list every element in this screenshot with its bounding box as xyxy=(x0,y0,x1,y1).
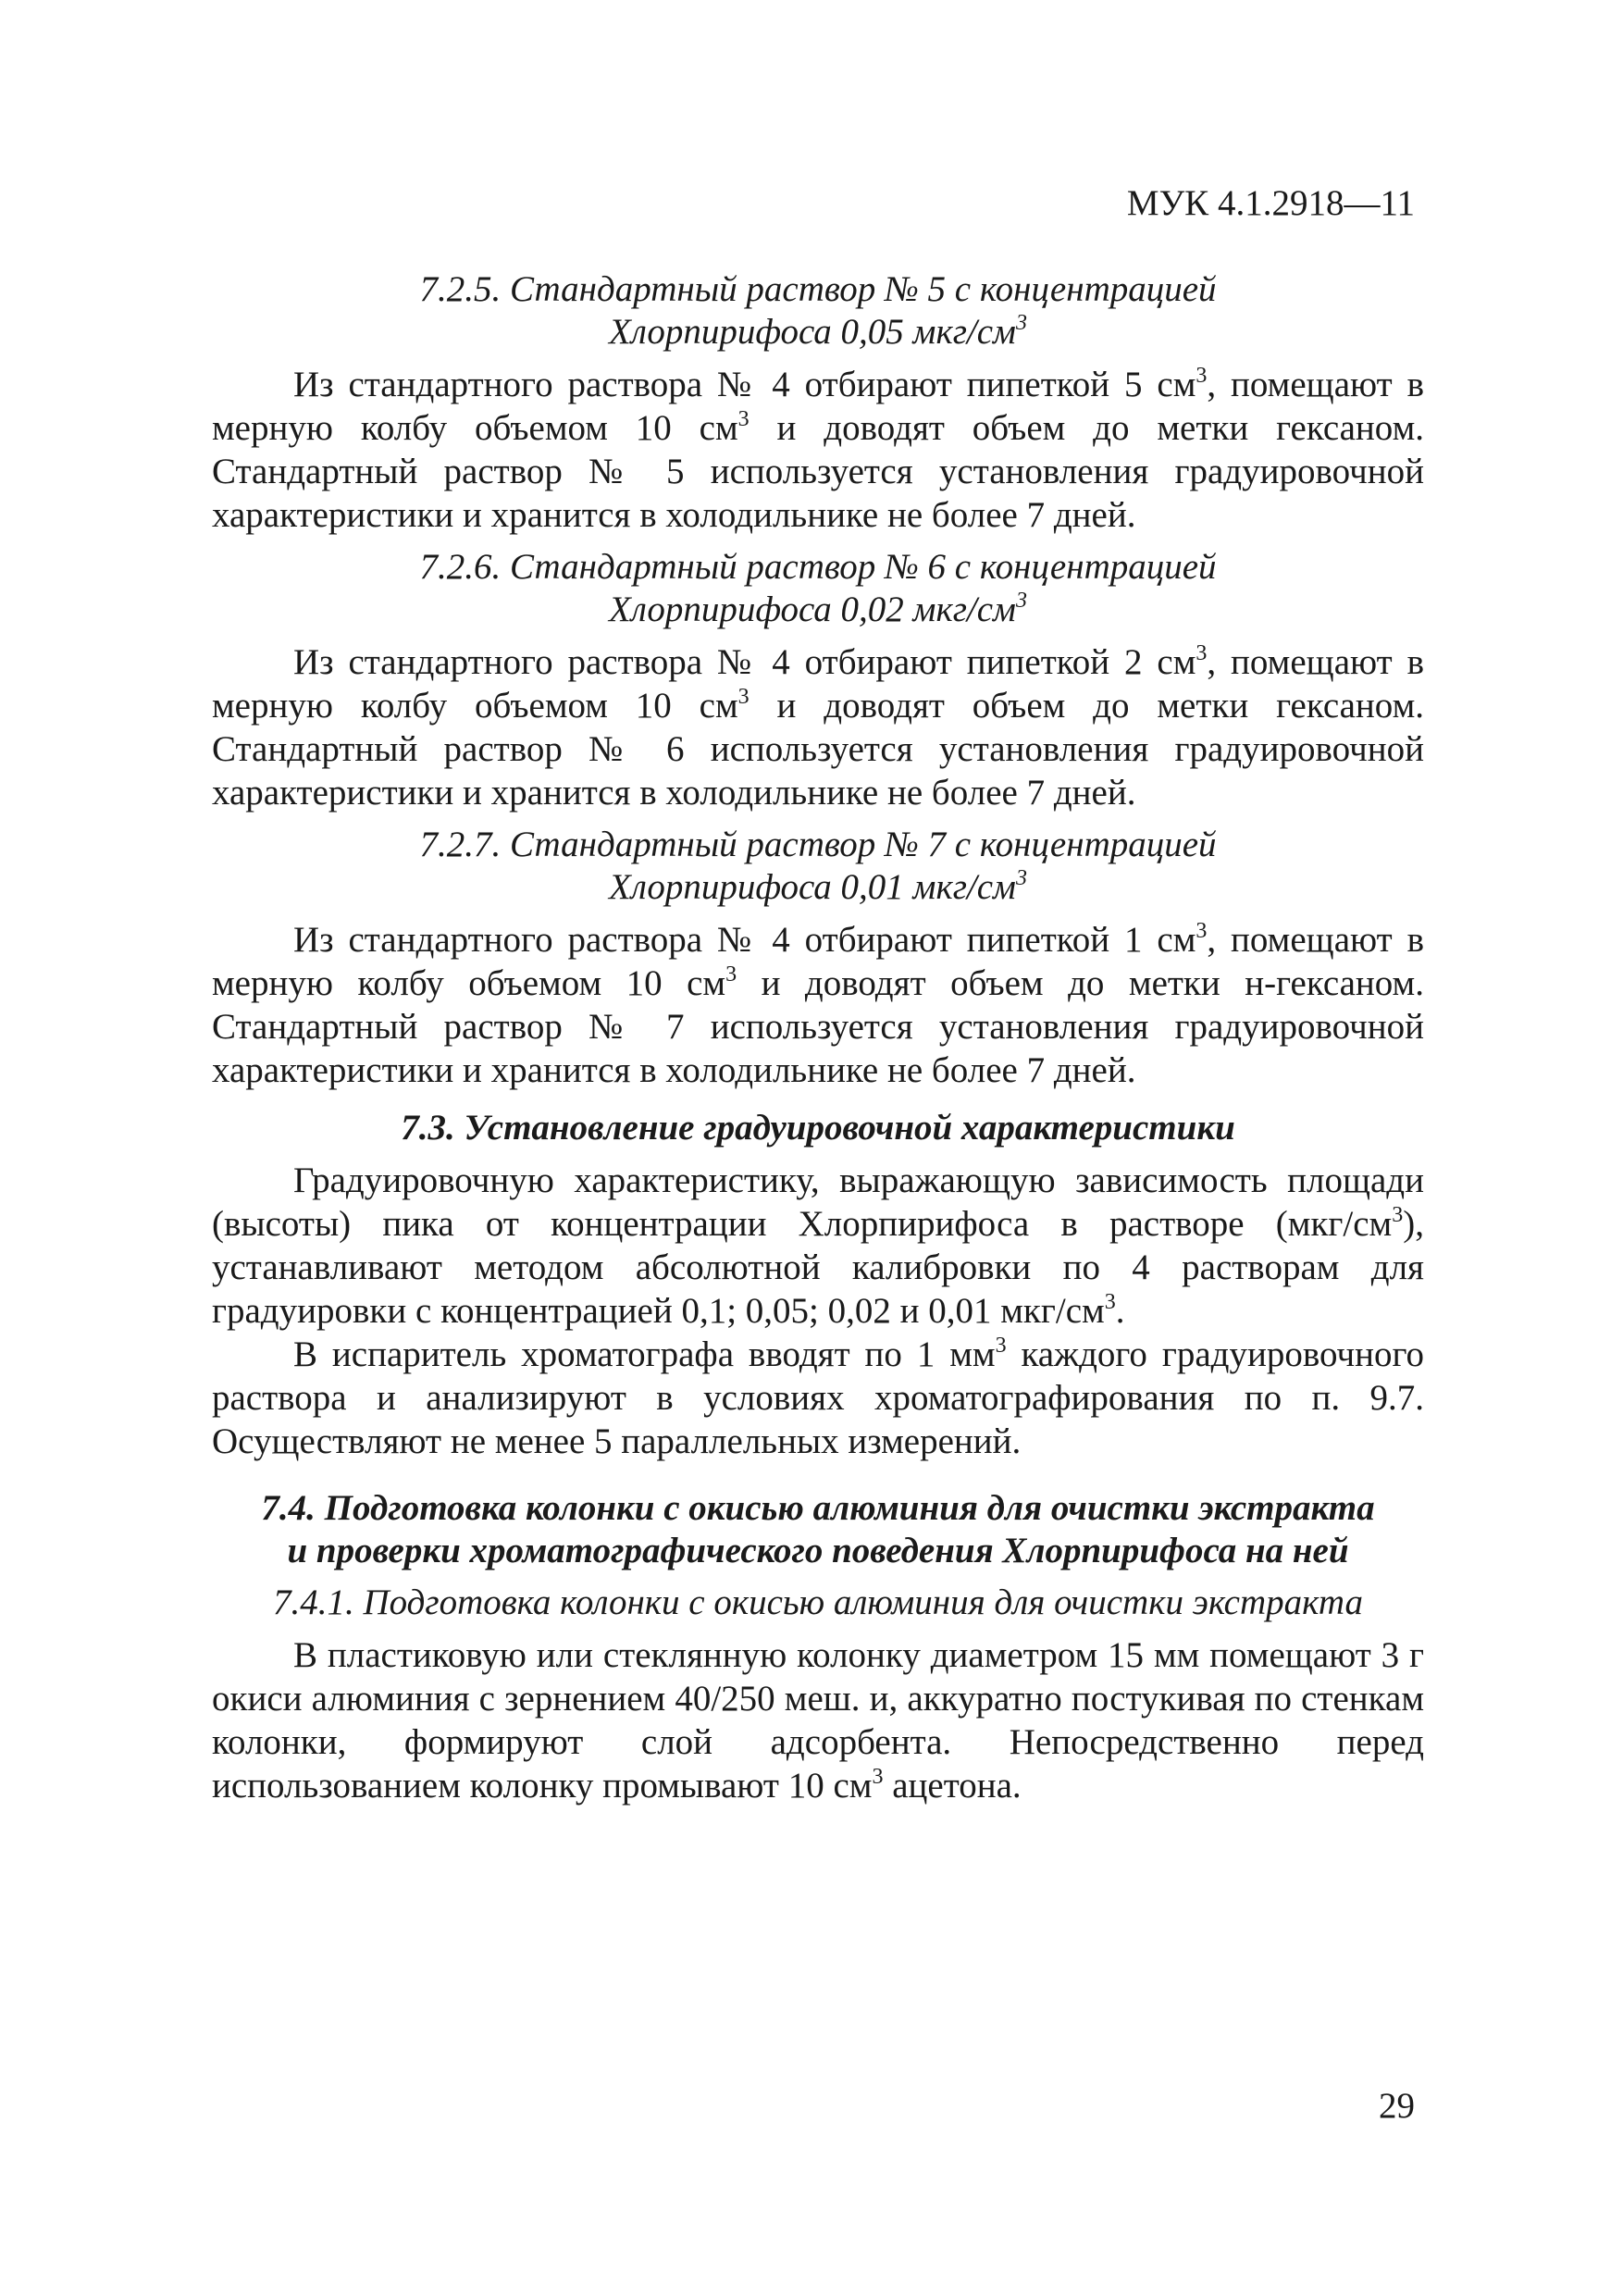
paragraph-text: и доводят объем до метки гексаном. Стандартный раствор № 6 используется установления градуировочной характеристики и хранится в холодильнике не более 7 дней. xyxy=(212,686,1424,813)
section-7-4-1-title: 7.4.1. Подготовка колонки с окисью алюминия для очистки экстракта xyxy=(272,1582,1364,1622)
superscript: 3 xyxy=(872,1765,884,1789)
paragraph-text: и доводят объем до метки гексаном. Стандартный раствор № 5 используется установления градуировочной характеристики и хранится в холодильнике не более 7 дней. xyxy=(212,408,1424,535)
page-content xyxy=(212,268,1424,1807)
section-title-line: Хлорпирифоса 0,05 мкг/см xyxy=(609,312,1016,352)
paragraph-text: и доводят объем до метки н-гексаном. Стандартный раствор № 7 используется установления градуировочной характеристики и хранится в холодильнике не более 7 дней. xyxy=(212,963,1424,1090)
section-title-line: 7.4. Подготовка колонки с окисью алюминия для очистки экстракта xyxy=(261,1488,1375,1528)
section-title-line: 7.2.7. Стандартный раствор № 7 с концентрацией xyxy=(419,825,1217,864)
paragraph-text: ацетона. xyxy=(883,1766,1022,1806)
superscript: 3 xyxy=(1015,589,1027,613)
section-title-line: 7.2.5. Стандартный раствор № 5 с концентрацией xyxy=(419,269,1217,309)
paragraph-text: , помещают в мерную колбу объемом 10 см xyxy=(212,365,1424,448)
superscript: 3 xyxy=(737,685,750,709)
superscript: 3 xyxy=(1196,641,1208,665)
section-title-line: Хлорпирифоса 0,02 мкг/см xyxy=(609,590,1016,629)
superscript: 3 xyxy=(995,1334,1007,1358)
paragraph-text: Градуировочную характеристику, выражающую зависимость площади (высоты) пика от концентрации Хлорпирифоса в растворе (мкг/см xyxy=(212,1160,1424,1244)
superscript: 3 xyxy=(1196,364,1208,388)
paragraph-text: каждого градуировочного раствора и анализируют в условиях хроматографирования по п. 9.7. Осуществляют не менее 5 параллельных измерений. xyxy=(212,1334,1424,1461)
paragraph-text: ), устанавливают методом абсолютной калибровки по 4 растворам для градуировки с концентрацией 0,1; 0,05; 0,02 и 0,01 мкг/см xyxy=(212,1204,1424,1331)
paragraph-text: Из стандартного раствора № 4 отбирают пипеткой 1 см xyxy=(293,920,1196,960)
paragraph-text: , помещают в мерную колбу объемом 10 см xyxy=(212,642,1424,726)
paragraph-text: . xyxy=(1115,1291,1125,1331)
section-7-3-title: 7.3. Установление градуировочной характеристики xyxy=(401,1108,1235,1148)
section-title-line: и проверки хроматографического поведения Хлорпирифоса на ней xyxy=(287,1531,1349,1570)
paragraph-text: Из стандартного раствора № 4 отбирают пипеткой 5 см xyxy=(293,365,1196,404)
section-7-2-5-title xyxy=(212,268,1424,354)
superscript: 3 xyxy=(1015,311,1027,335)
superscript: 3 xyxy=(1015,866,1027,890)
section-7-3-paragraph-1 xyxy=(212,1159,1424,1333)
section-7-4-1-paragraph xyxy=(212,1633,1424,1807)
section-7-2-6-title xyxy=(212,546,1424,631)
section-7-3-paragraph-2 xyxy=(212,1333,1424,1463)
section-7-2-7-title xyxy=(212,824,1424,909)
document-code: МУК 4.1.2918—11 xyxy=(1126,183,1415,223)
paragraph-text: В испаритель хроматографа вводят по 1 мм xyxy=(293,1334,996,1374)
section-7-4-title xyxy=(212,1487,1424,1572)
superscript: 3 xyxy=(737,407,750,431)
superscript: 3 xyxy=(1196,919,1208,943)
superscript: 3 xyxy=(1392,1203,1404,1227)
section-7-2-6-paragraph xyxy=(212,640,1424,814)
paragraph-text: В пластиковую или стеклянную колонку диаметром 15 мм помещают 3 г окиси алюминия с зернением 40/250 меш. и, аккуратно постукивая по стенкам колонки, формируют слой адсорбента. Непосредственно перед использованием колонку промывают 10 см xyxy=(212,1635,1424,1806)
section-title-line: Хлорпирифоса 0,01 мкг/см xyxy=(609,867,1016,907)
section-7-2-7-paragraph xyxy=(212,918,1424,1092)
superscript: 3 xyxy=(725,962,737,987)
paragraph-text: Из стандартного раствора № 4 отбирают пипеткой 2 см xyxy=(293,642,1196,682)
page-number: 29 xyxy=(1379,2086,1415,2126)
paragraph-text: , помещают в мерную колбу объемом 10 см xyxy=(212,920,1424,1003)
section-title-line: 7.2.6. Стандартный раствор № 6 с концентрацией xyxy=(419,547,1217,587)
superscript: 3 xyxy=(1104,1290,1116,1314)
section-7-2-5-paragraph xyxy=(212,363,1424,537)
